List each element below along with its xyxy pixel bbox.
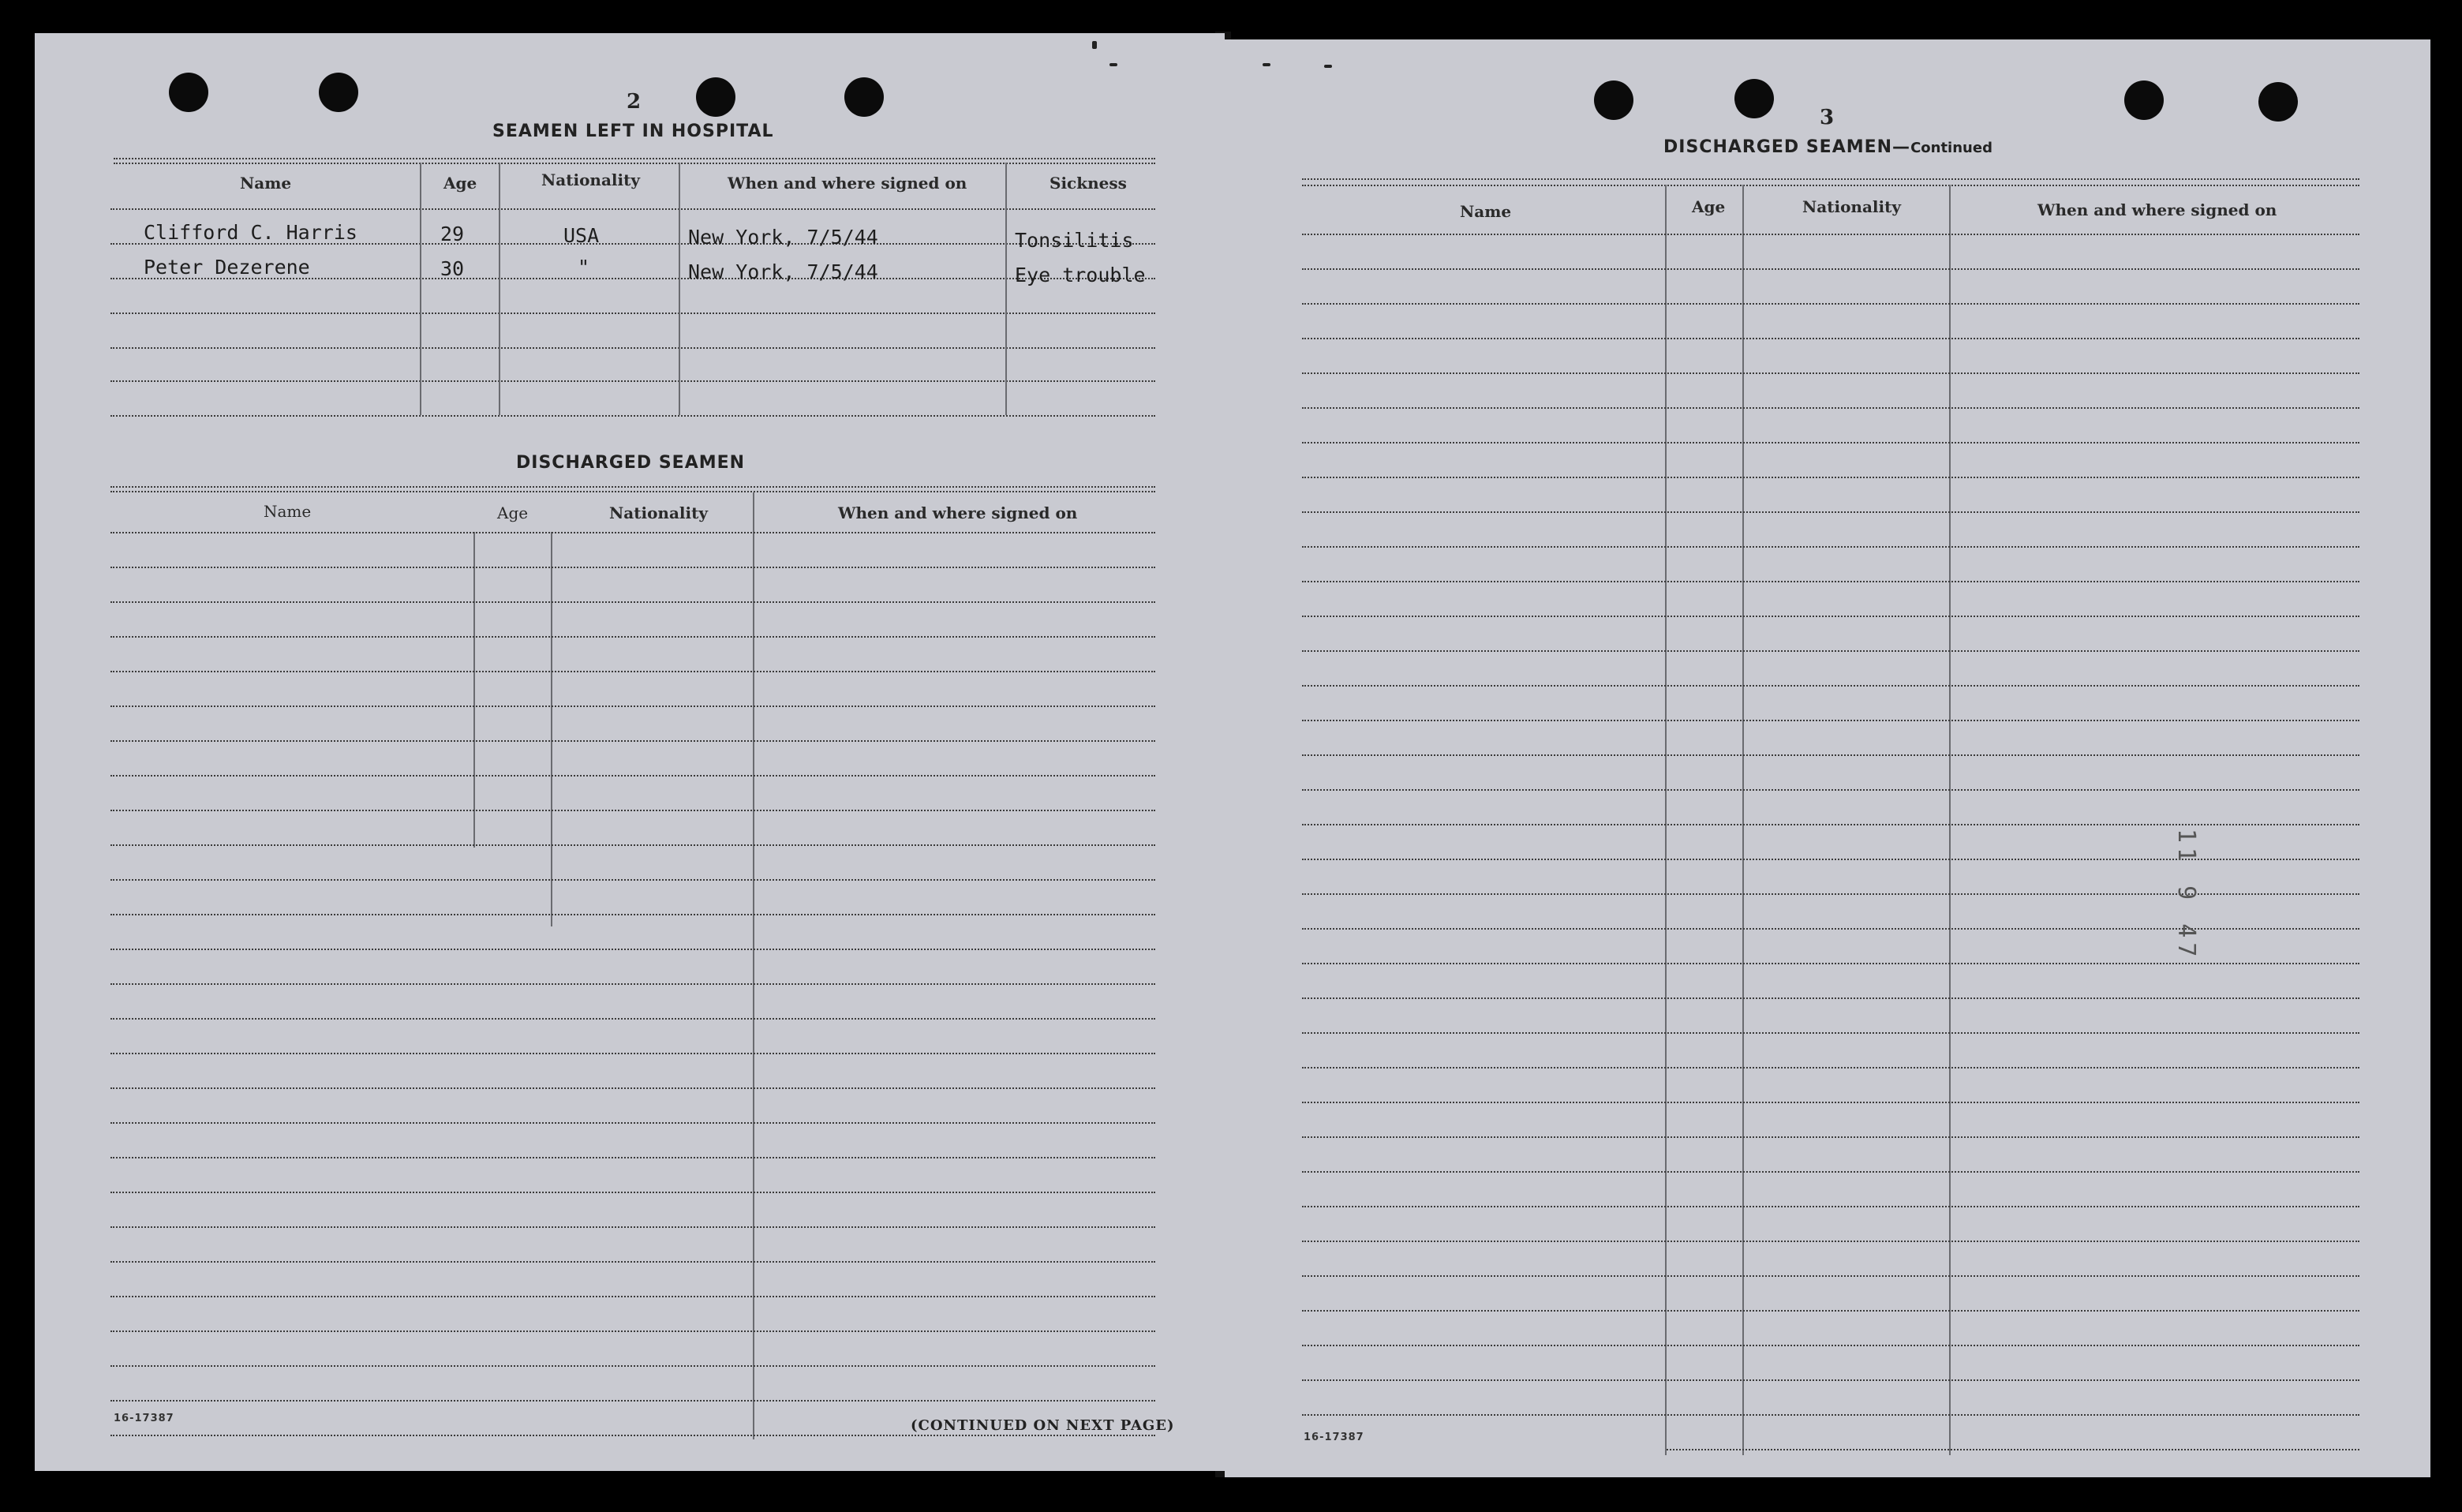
punch-hole	[844, 77, 884, 117]
table-rule	[110, 486, 1155, 488]
column-divider	[1005, 163, 1007, 415]
table-rule	[110, 313, 1155, 314]
punch-hole	[2258, 82, 2298, 122]
table-rule	[110, 1018, 1155, 1020]
title-suffix: Continued	[1910, 140, 1992, 156]
table-rule	[110, 567, 1155, 568]
punch-hole	[1734, 79, 1774, 118]
table-rule	[110, 1296, 1155, 1297]
table-rule	[110, 914, 1155, 915]
table-rule	[1302, 685, 2359, 687]
column-header-name: Name	[264, 502, 312, 521]
table-rule	[110, 1157, 1155, 1158]
date-stamp: 11 9 47	[2172, 829, 2200, 962]
typed-age: 30	[440, 257, 465, 280]
table-rule	[1302, 1345, 2359, 1346]
typed-signed-on: New York, 7/5/44	[688, 260, 878, 283]
table-rule	[1302, 928, 2359, 930]
table-rule	[110, 1330, 1155, 1332]
table-rule	[110, 380, 1155, 382]
table-rule	[110, 775, 1155, 777]
table-rule	[1302, 268, 2359, 270]
table-rule	[1302, 1241, 2359, 1242]
column-header-sickness: Sickness	[1050, 174, 1127, 193]
left-page	[35, 33, 1225, 1471]
table-rule	[1302, 754, 2359, 756]
table-rule	[110, 636, 1155, 638]
punch-hole	[169, 73, 208, 112]
table-rule	[1302, 581, 2359, 582]
column-header-name: Name	[1460, 202, 1512, 221]
column-divider	[1949, 185, 1951, 1455]
discharged-section-title: DISCHARGED SEAMEN	[516, 453, 746, 473]
punch-hole	[2124, 80, 2164, 120]
table-rule	[110, 740, 1155, 742]
punch-hole	[319, 73, 358, 112]
table-rule	[1302, 1102, 2359, 1103]
table-rule	[1302, 1414, 2359, 1416]
table-rule	[110, 601, 1155, 603]
title-main: DISCHARGED SEAMEN—	[1663, 137, 1911, 157]
column-divider	[551, 532, 552, 926]
column-divider	[679, 163, 680, 415]
table-rule	[1302, 824, 2359, 825]
column-header-age: Age	[443, 174, 477, 193]
table-rule	[110, 347, 1155, 349]
table-rule	[1302, 511, 2359, 513]
hospital-section-title: SEAMEN LEFT IN HOSPITAL	[492, 122, 774, 141]
table-rule	[110, 1087, 1155, 1089]
table-rule	[110, 1261, 1155, 1263]
punch-hole	[696, 77, 735, 117]
column-header-age: Age	[497, 503, 529, 522]
page-number: 2	[627, 90, 642, 114]
speck	[1092, 41, 1097, 49]
table-rule	[110, 844, 1155, 846]
table-rule	[110, 532, 1155, 533]
table-rule	[110, 1192, 1155, 1193]
typed-signed-on: New York, 7/5/44	[688, 226, 878, 249]
column-header-nationality: Nationality	[1802, 197, 1901, 216]
table-rule	[1302, 546, 2359, 548]
table-rule	[1302, 303, 2359, 305]
table-rule	[110, 1435, 1155, 1436]
table-rule	[110, 1122, 1155, 1124]
column-header-name: Name	[240, 174, 292, 193]
table-rule	[1302, 1067, 2359, 1069]
column-divider	[753, 492, 754, 1439]
typed-nationality: "	[578, 256, 590, 279]
column-divider	[420, 163, 421, 415]
table-rule	[110, 1226, 1155, 1228]
table-rule	[110, 1400, 1155, 1402]
table-rule	[1302, 185, 2359, 186]
punch-hole	[1594, 80, 1633, 120]
table-rule	[110, 705, 1155, 707]
speck	[1109, 63, 1117, 66]
table-rule	[110, 810, 1155, 811]
column-divider	[499, 163, 500, 415]
table-rule	[1302, 1275, 2359, 1277]
table-rule	[110, 879, 1155, 881]
table-rule	[1302, 1310, 2359, 1312]
table-rule	[1302, 1171, 2359, 1173]
typed-nationality: USA	[563, 224, 600, 247]
table-rule	[1302, 1206, 2359, 1207]
column-divider	[473, 532, 475, 848]
column-header-nationality: Nationality	[609, 503, 708, 522]
table-rule	[1302, 372, 2359, 374]
page-number: 3	[1820, 106, 1835, 129]
table-rule	[110, 1053, 1155, 1054]
table-rule	[1302, 650, 2359, 652]
column-header-signed-on: When and where signed on	[728, 174, 967, 193]
column-header-signed-on: When and where signed on	[838, 503, 1078, 522]
typed-name: Clifford C. Harris	[144, 221, 357, 244]
table-rule	[1302, 616, 2359, 617]
table-rule	[1302, 1136, 2359, 1138]
table-rule	[1302, 963, 2359, 964]
form-number: 16-17387	[1304, 1432, 1364, 1443]
table-rule	[1302, 859, 2359, 860]
continued-footer: (CONTINUED ON NEXT PAGE)	[911, 1417, 1175, 1434]
table-rule	[110, 1365, 1155, 1367]
table-rule	[110, 671, 1155, 672]
table-rule	[1302, 477, 2359, 478]
column-divider	[1665, 185, 1667, 1455]
speck	[1324, 65, 1332, 68]
table-rule	[1302, 442, 2359, 443]
table-rule	[1667, 1449, 2359, 1450]
column-header-age: Age	[1692, 197, 1726, 216]
column-header-nationality: Nationality	[541, 170, 640, 189]
table-rule	[110, 983, 1155, 985]
table-rule	[1302, 789, 2359, 791]
speck	[1263, 63, 1270, 66]
typed-age: 29	[440, 223, 465, 245]
column-header-signed-on: When and where signed on	[2037, 200, 2277, 219]
form-number: 16-17387	[114, 1413, 174, 1424]
table-rule	[1302, 1379, 2359, 1381]
table-rule	[1302, 407, 2359, 409]
table-rule	[110, 208, 1155, 210]
table-rule	[110, 491, 1155, 492]
table-rule	[1302, 893, 2359, 895]
table-rule	[1302, 720, 2359, 721]
table-rule	[110, 415, 1155, 417]
table-rule	[1302, 178, 2359, 180]
table-rule	[114, 163, 1155, 164]
discharged-continued-title	[1663, 137, 1992, 157]
table-rule	[1302, 1032, 2359, 1034]
table-rule	[1302, 234, 2359, 235]
table-rule	[114, 158, 1155, 159]
column-divider	[1742, 185, 1744, 1455]
table-rule	[1302, 997, 2359, 999]
typed-sickness: Tonsilitis	[1015, 229, 1134, 252]
table-rule	[110, 949, 1155, 950]
right-page	[1225, 39, 2430, 1477]
typed-name: Peter Dezerene	[144, 256, 310, 279]
table-rule	[1302, 338, 2359, 339]
typed-sickness: Eye trouble	[1015, 264, 1146, 286]
